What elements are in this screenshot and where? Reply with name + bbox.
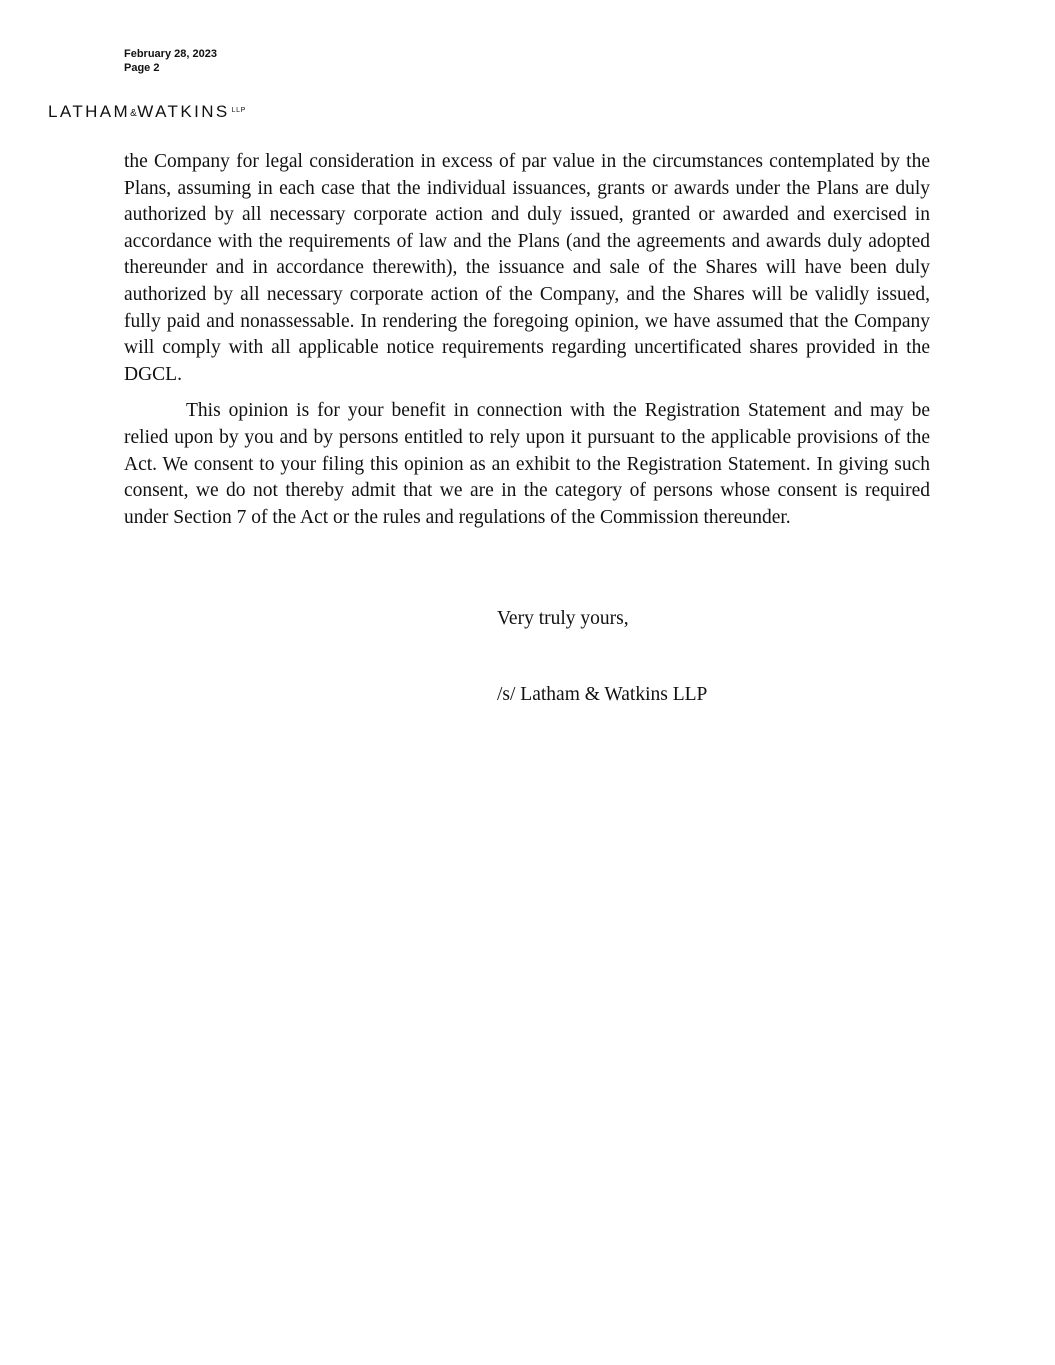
firm-logo <box>48 100 246 125</box>
page-header <box>124 47 217 75</box>
letter-date: February 28, 2023 <box>124 48 217 60</box>
body-paragraph: This opinion is for your benefit in connection with the Registration Statement and may be relied upon by you and by persons entitled to rely upon it pursuant to the applicable provisions of the Act. We consent to your filing this opinion as an exhibit to the Registration Statement. In giving such consent, we do not thereby admit that we are in the category of persons whose consent is required under Section 7 of the Act or the rules and regulations of the Commission thereunder. <box>124 400 930 528</box>
logo-suffix: LLP <box>231 107 246 114</box>
letter-body <box>124 149 930 531</box>
body-paragraph: the Company for legal consideration in excess of par value in the circumstances contemplated by the Plans, assuming in each case that the individual issuances, grants or awards under the Plans are duly authorized by all necessary corporate action and duly issued, granted or awarded and exercised in accordance with the requirements of law and the Plans (and the agreements and awards duly adopted thereunder and in accordance therewith), the issuance and sale of the Shares will have been duly authorized by all necessary corporate action of the Company, and the Shares will be validly issued, fully paid and nonassessable. In rendering the foregoing opinion, we have assumed that the Company will comply with all applicable notice requirements regarding uncertificated shares provided in the DGCL. <box>124 151 930 385</box>
signature-line: /s/ Latham & Watkins LLP <box>497 684 708 705</box>
logo-name-part1: LATHAM <box>48 102 131 121</box>
logo-name-part2: WATKINS <box>137 102 230 121</box>
logo-ampersand: & <box>130 108 138 119</box>
page-number: Page 2 <box>124 62 160 74</box>
closing-salutation: Very truly yours, <box>497 608 629 629</box>
